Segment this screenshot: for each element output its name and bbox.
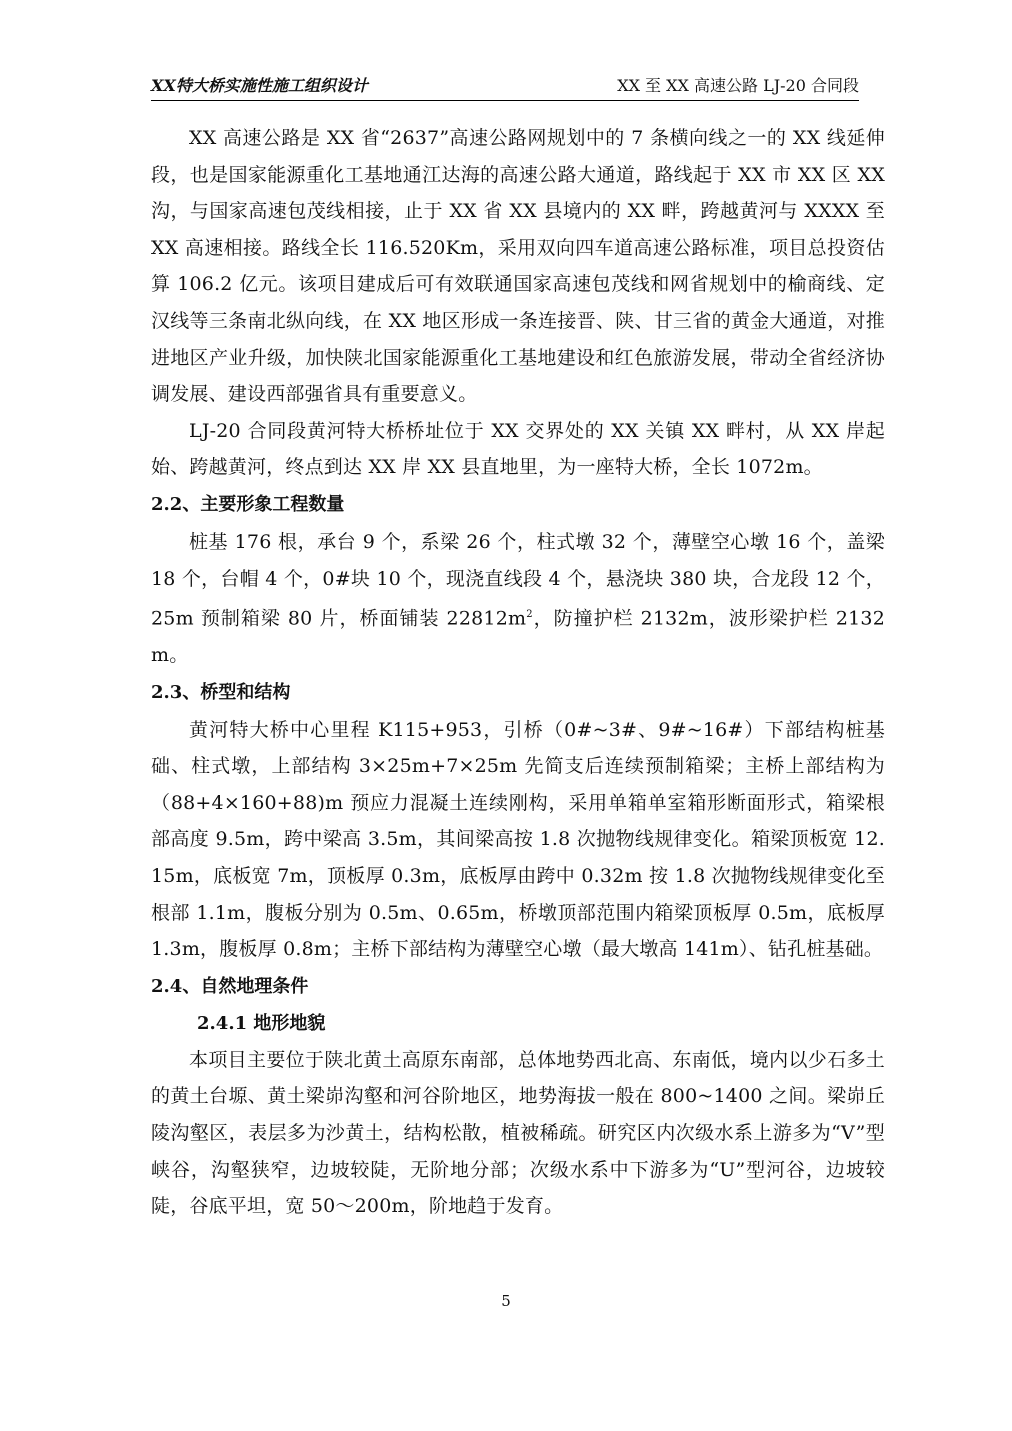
paragraph-work-quantities <box>151 524 885 674</box>
paragraph-terrain: 本项目主要位于陕北黄土高原东南部，总体地势西北高、东南低，境内以少石多土的黄土台塬、黄土梁峁沟壑和河谷阶地区，地势海拔一般在 800~1400 之间。梁峁丘陵沟壑区，表层多为沙黄土，结构松散，植被稀疏。研究区内次级水系上游多为“V”型峡谷，沟壑狭窄，边坡较陡，无阶地分部；次级水系中下游多为“U”型河谷，边坡较陡，谷底平坦，宽 50～200m，阶地趋于发育。 <box>151 1048 885 1218</box>
header-contract-section: XX 至 XX 高速公路 LJ-20 合同段 <box>617 76 859 95</box>
paragraph-bridge-structure: 黄河特大桥中心里程 K115+953，引桥（0#~3#、9#~16#）下部结构桩基础、柱式墩，上部结构 3×25m+7×25m 先简支后连续预制箱梁；主桥上部结构为（88+4×160+88)m 预应力混凝土连续刚构，采用单箱单室箱形断面形式，箱梁根部高度 9.5m，跨中梁高 3.5m，其间梁高按 1.8 次抛物线规律变化。箱梁顶板宽 12.15m，底板宽 7m，顶板厚 0.3m，底板厚由跨中 0.32m 按 1.8 次抛物线规律变化至根部 1.1m，腹板分别为 0.5m、0.65m，桥墩顶部范围内箱梁顶板厚 0.5m，底板厚 1.3m，腹板厚 0.8m；主桥下部结构为薄壁空心墩（最大墩高 141m）、钻孔桩基础。 <box>151 718 885 961</box>
page-header <box>151 72 859 100</box>
section-heading-2-3: 2.3、桥型和结构 <box>151 681 291 703</box>
header-document-title: XX特大桥实施性施工组织设计 <box>151 76 368 95</box>
quantities-text-part1: 桩基 176 根，承台 9 个，系梁 26 个，柱式墩 32 个，薄壁空心墩 16 个，盖梁 18 个，台帽 4 个，0#块 10 个，现浇直线段 4 个，悬浇块 380 块，合龙段 12 个，25m 预制箱梁 80 片，桥面铺装 22812m <box>151 530 885 630</box>
superscript-square: 2 <box>526 609 533 621</box>
page-number: 5 <box>501 1292 511 1310</box>
section-heading-2-4: 2.4、自然地理条件 <box>151 975 309 997</box>
subsection-heading-2-4-1: 2.4.1 地形地貌 <box>197 1012 326 1034</box>
document-body <box>151 120 885 1225</box>
header-divider <box>151 100 859 101</box>
paragraph-project-overview: XX 高速公路是 XX 省“2637”高速公路网规划中的 7 条横向线之一的 XX 线延伸段，也是国家能源重化工基地通江达海的高速公路大通道，路线起于 XX 市 XX 区 XX 沟，与国家高速包茂线相接，止于 XX 省 XX 县境内的 XX 畔，跨越黄河与 XXXX 至 XX 高速相接。路线全长 116.520Km，采用双向四车道高速公路标准，项目总投资估算 106.2 亿元。该项目建成后可有效联通国家高速包茂线和网省规划中的榆商线、定汉线等三条南北纵向线，在 XX 地区形成一条连接晋、陕、甘三省的黄金大通道，对推进地区产业升级，加快陕北国家能源重化工基地建设和红色旅游发展，带动全省经济协调发展、建设西部强省具有重要意义。 <box>151 127 885 406</box>
quantities-text-part2: ，防撞护栏 2132m，波形梁护栏 2132m。 <box>151 607 885 667</box>
paragraph-bridge-location: LJ-20 合同段黄河特大桥桥址位于 XX 交界处的 XX 关镇 XX 畔村，从 XX 岸起始、跨越黄河，终点到达 XX 岸 XX 县直地里，为一座特大桥，全长 1072m。 <box>151 419 885 479</box>
section-heading-2-2: 2.2、主要形象工程数量 <box>151 493 345 515</box>
